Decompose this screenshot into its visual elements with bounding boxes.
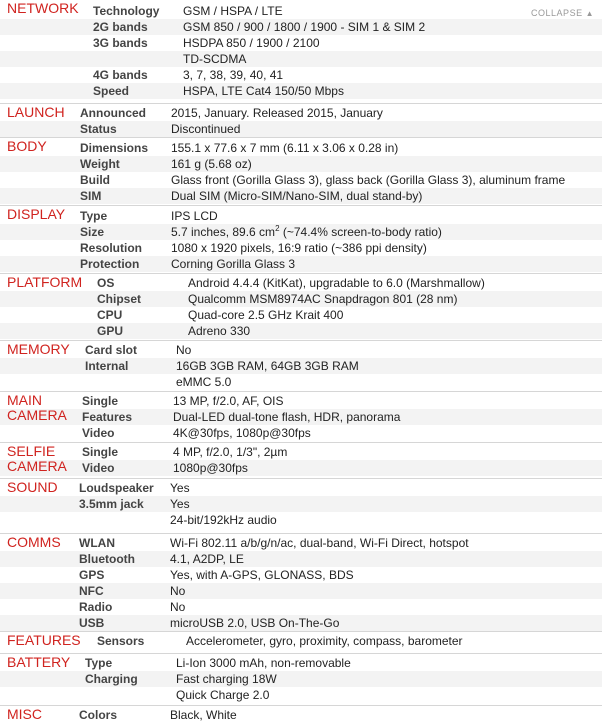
spec-value: 1080p@30fps bbox=[173, 461, 248, 475]
spec-label[interactable]: Size bbox=[80, 225, 105, 239]
spec-value: Glass front (Gorilla Glass 3), glass back (Gorilla Glass 3), aluminum frame bbox=[171, 173, 566, 187]
spec-value: Li-Ion 3000 mAh, non-removable bbox=[176, 656, 351, 670]
spec-row bbox=[0, 224, 602, 240]
spec-label[interactable]: Radio bbox=[79, 600, 113, 614]
spec-label[interactable]: CPU bbox=[97, 308, 123, 322]
spec-row bbox=[0, 67, 602, 83]
spec-label[interactable]: Video bbox=[82, 461, 115, 475]
spec-row bbox=[0, 583, 602, 599]
spec-value: Quad-core 2.5 GHz Krait 400 bbox=[188, 308, 344, 322]
spec-label[interactable]: Build bbox=[80, 173, 110, 187]
spec-label[interactable]: Chipset bbox=[97, 292, 142, 306]
spec-label[interactable]: NFC bbox=[79, 584, 104, 598]
spec-value: Android 4.4.4 (KitKat), upgradable to 6.0 (Marshmallow) bbox=[188, 276, 485, 290]
spec-label[interactable]: Charging bbox=[85, 672, 138, 686]
section-comms bbox=[0, 533, 602, 630]
section-title[interactable] bbox=[7, 393, 85, 423]
spec-value: Dual-LED dual-tone flash, HDR, panorama bbox=[173, 410, 401, 424]
spec-value: 1080 x 1920 pixels, 16:9 ratio (~386 ppi density) bbox=[171, 241, 427, 255]
spec-row bbox=[0, 535, 602, 551]
spec-value: Wi-Fi 802.11 a/b/g/n/ac, dual-band, Wi-Fi Direct, hotspot bbox=[170, 536, 469, 550]
spec-label[interactable]: USB bbox=[79, 616, 105, 630]
spec-row bbox=[0, 156, 602, 172]
spec-row bbox=[0, 444, 602, 460]
spec-value: 24-bit/192kHz audio bbox=[170, 513, 277, 527]
spec-row bbox=[0, 83, 602, 99]
section-title[interactable]: LAUNCH bbox=[7, 104, 65, 120]
spec-value: microUSB 2.0, USB On-The-Go bbox=[170, 616, 340, 630]
spec-value: TD-SCDMA bbox=[183, 52, 247, 66]
section-selfie-camera bbox=[0, 442, 602, 475]
spec-label[interactable]: Single bbox=[82, 445, 119, 459]
spec-row bbox=[0, 105, 602, 121]
spec-value: No bbox=[170, 584, 186, 598]
section-launch bbox=[0, 103, 602, 136]
spec-value: 4K@30fps, 1080p@30fps bbox=[173, 426, 311, 440]
spec-row bbox=[0, 567, 602, 583]
spec-row bbox=[0, 358, 602, 374]
spec-row bbox=[0, 551, 602, 567]
spec-label[interactable]: Resolution bbox=[80, 241, 142, 255]
spec-value: 13 MP, f/2.0, AF, OIS bbox=[173, 394, 284, 408]
spec-value: Discontinued bbox=[171, 122, 241, 136]
spec-label[interactable]: Speed bbox=[93, 84, 130, 98]
spec-value: Quick Charge 2.0 bbox=[176, 688, 270, 702]
spec-row bbox=[0, 480, 602, 496]
section-title[interactable]: NETWORK bbox=[7, 0, 79, 16]
spec-value: 5.7 inches, 89.6 $cm^2$ (~74.4% screen-to-body ratio) bbox=[171, 224, 442, 239]
section-title[interactable]: PLATFORM bbox=[7, 274, 83, 290]
spec-label[interactable]: Dimensions bbox=[80, 141, 149, 155]
section-features bbox=[0, 631, 602, 648]
section-body bbox=[0, 137, 602, 203]
spec-row bbox=[0, 121, 602, 137]
section-title[interactable]: MISC bbox=[7, 706, 42, 722]
section-title-line: CAMERA bbox=[7, 458, 67, 474]
spec-value: Fast charging 18W bbox=[176, 672, 277, 686]
spec-label[interactable]: Technology bbox=[93, 4, 160, 18]
spec-label[interactable]: Sensors bbox=[97, 634, 145, 648]
spec-label[interactable]: Status bbox=[80, 122, 117, 136]
spec-row bbox=[0, 35, 602, 51]
superscript: 2 bbox=[275, 224, 280, 233]
triangle-up-icon: ▲ bbox=[585, 9, 594, 18]
spec-value: 155.1 x 77.6 x 7 mm (6.11 x 3.06 x 0.28 in) bbox=[171, 141, 399, 155]
spec-row bbox=[0, 291, 602, 307]
spec-label[interactable]: WLAN bbox=[79, 536, 115, 550]
spec-row bbox=[0, 633, 602, 649]
spec-value: IPS LCD bbox=[171, 209, 218, 223]
spec-value: Adreno 330 bbox=[188, 324, 251, 338]
section-title[interactable] bbox=[7, 444, 85, 474]
spec-label[interactable]: GPU bbox=[97, 324, 124, 338]
spec-row bbox=[0, 323, 602, 339]
spec-label[interactable]: 3.5mm jack bbox=[79, 497, 144, 511]
section-main-camera bbox=[0, 391, 602, 440]
section-title[interactable]: COMMS bbox=[7, 534, 61, 550]
spec-value: eMMC 5.0 bbox=[176, 375, 232, 389]
spec-label[interactable]: Features bbox=[82, 410, 133, 424]
spec-label[interactable]: Single bbox=[82, 394, 119, 408]
spec-row bbox=[0, 240, 602, 256]
spec-value: 16GB 3GB RAM, 64GB 3GB RAM bbox=[176, 359, 359, 373]
spec-value: Corning Gorilla Glass 3 bbox=[171, 257, 296, 271]
spec-value: Dual SIM (Micro-SIM/Nano-SIM, dual stand-by) bbox=[171, 189, 423, 203]
spec-value: 4.1, A2DP, LE bbox=[170, 552, 244, 566]
spec-label[interactable]: OS bbox=[97, 276, 115, 290]
collapse-label: COLLAPSE bbox=[531, 8, 583, 18]
section-title[interactable]: FEATURES bbox=[7, 632, 81, 648]
spec-value: No bbox=[170, 600, 186, 614]
spec-label[interactable]: Type bbox=[85, 656, 113, 670]
section-misc bbox=[0, 705, 602, 722]
section-title-line: MAIN bbox=[7, 392, 42, 408]
spec-row bbox=[0, 140, 602, 156]
spec-value: Yes bbox=[170, 481, 190, 495]
spec-row bbox=[0, 496, 602, 512]
spec-row bbox=[0, 460, 602, 476]
spec-row bbox=[0, 425, 602, 441]
spec-row bbox=[0, 19, 602, 35]
spec-value: Yes bbox=[170, 497, 190, 511]
spec-row bbox=[0, 374, 602, 390]
spec-value: 4 MP, f/2.0, 1/3", 2µm bbox=[173, 445, 288, 459]
spec-row bbox=[0, 51, 602, 67]
spec-value: Accelerometer, gyro, proximity, compass, barometer bbox=[186, 634, 463, 648]
spec-label[interactable]: GPS bbox=[79, 568, 105, 582]
section-sound bbox=[0, 478, 602, 527]
spec-row bbox=[0, 307, 602, 323]
section-title[interactable]: MEMORY bbox=[7, 341, 70, 357]
section-display bbox=[0, 205, 602, 271]
spec-row bbox=[0, 687, 602, 703]
spec-row bbox=[0, 342, 602, 358]
spec-row bbox=[0, 615, 602, 631]
spec-value: 2015, January. Released 2015, January bbox=[171, 106, 383, 120]
spec-label[interactable]: SIM bbox=[80, 189, 102, 203]
spec-label[interactable]: 2G bands bbox=[93, 20, 148, 34]
spec-row bbox=[0, 409, 602, 425]
spec-label[interactable]: Video bbox=[82, 426, 115, 440]
section-title-line: SELFIE bbox=[7, 443, 56, 459]
spec-value: 3, 7, 38, 39, 40, 41 bbox=[183, 68, 284, 82]
spec-row bbox=[0, 707, 602, 723]
spec-row bbox=[0, 0, 602, 19]
spec-value: GSM 850 / 900 / 1800 / 1900 - SIM 1 & SIM 2 bbox=[183, 20, 426, 34]
section-title[interactable]: DISPLAY bbox=[7, 206, 66, 222]
spec-row bbox=[0, 208, 602, 224]
spec-value: GSM / HSPA / LTE bbox=[183, 4, 283, 18]
section-platform bbox=[0, 273, 602, 338]
spec-value: 161 g (5.68 oz) bbox=[171, 157, 252, 171]
section-title[interactable]: BATTERY bbox=[7, 654, 71, 670]
section-memory bbox=[0, 340, 602, 389]
spec-row bbox=[0, 393, 602, 409]
spec-row bbox=[0, 671, 602, 687]
section-title[interactable]: BODY bbox=[7, 138, 47, 154]
spec-label[interactable]: 4G bands bbox=[93, 68, 148, 82]
spec-label[interactable]: 3G bands bbox=[93, 36, 148, 50]
spec-label[interactable]: Colors bbox=[79, 708, 118, 722]
spec-label[interactable]: Type bbox=[80, 209, 108, 223]
spec-value: No bbox=[176, 343, 192, 357]
section-title-line: CAMERA bbox=[7, 407, 67, 423]
spec-row bbox=[0, 655, 602, 671]
spec-label[interactable]: Card slot bbox=[85, 343, 138, 357]
spec-label[interactable]: Weight bbox=[80, 157, 120, 171]
spec-label[interactable]: Loudspeaker bbox=[79, 481, 154, 495]
spec-value: Qualcomm MSM8974AC Snapdragon 801 (28 nm) bbox=[188, 292, 458, 306]
spec-label[interactable]: Internal bbox=[85, 359, 129, 373]
spec-value: HSPA, LTE Cat4 150/50 Mbps bbox=[183, 84, 344, 98]
spec-value: Yes, with A-GPS, GLONASS, BDS bbox=[170, 568, 354, 582]
section-battery bbox=[0, 653, 602, 702]
spec-value: Black, White bbox=[170, 708, 237, 722]
spec-row bbox=[0, 512, 602, 528]
spec-row bbox=[0, 172, 602, 188]
spec-label[interactable]: Protection bbox=[80, 257, 140, 271]
spec-label[interactable]: Bluetooth bbox=[79, 552, 135, 566]
spec-value: HSDPA 850 / 1900 / 2100 bbox=[183, 36, 320, 50]
spec-label[interactable]: Announced bbox=[80, 106, 146, 120]
spec-row bbox=[0, 599, 602, 615]
spec-row bbox=[0, 188, 602, 204]
spec-row bbox=[0, 256, 602, 272]
section-title[interactable]: SOUND bbox=[7, 479, 58, 495]
spec-row bbox=[0, 275, 602, 291]
